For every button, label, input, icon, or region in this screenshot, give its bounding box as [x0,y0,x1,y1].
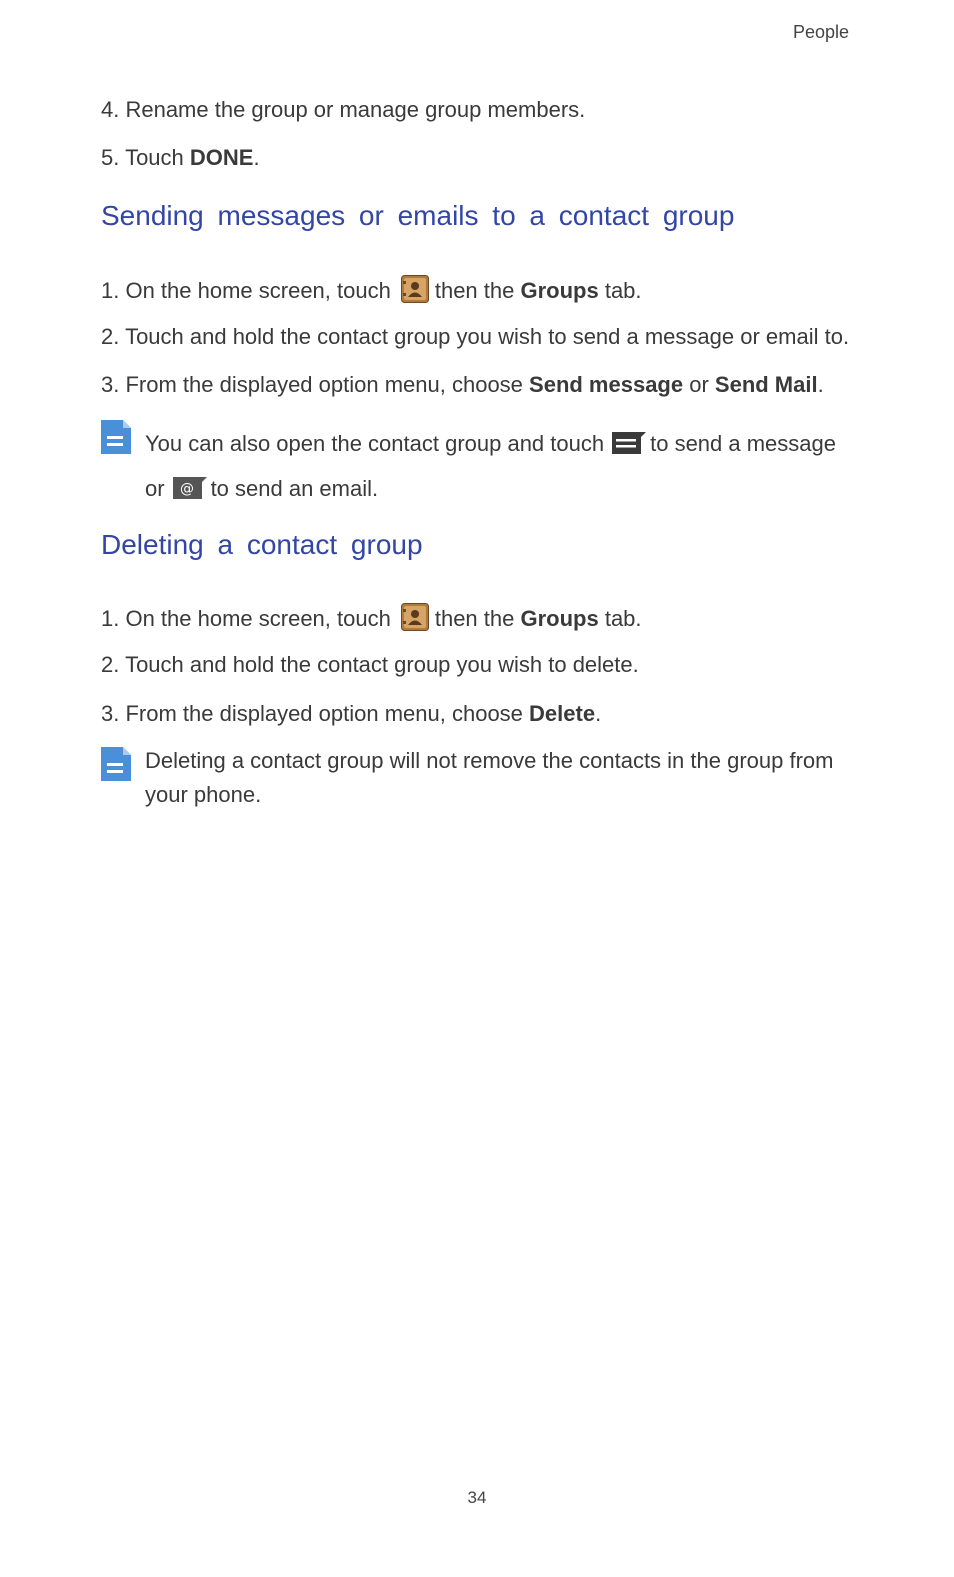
delete-step-2: 2. Touch and hold the contact group you wish to delete. [101,652,639,677]
step-4: 4. Rename the group or manage group members. [101,97,586,122]
send-step-1-prefix: 1. On the home screen, touch [101,278,391,303]
note-document-icon [101,747,131,781]
send-step-3-mid: or [683,372,715,397]
send-step-2: 2. Touch and hold the contact group you wish to send a message or email to. [101,324,850,349]
delete-step-1 [101,603,642,633]
page-header-section: People [792,22,849,42]
send-step-3-bold-1: Send message [529,372,684,397]
send-note-part-3: or [145,476,165,501]
send-step-3-bold-2: Send Mail [714,372,818,397]
heading-deleting-group: Deleting a contact group [101,529,423,560]
send-step-3-suffix: . [817,372,824,397]
contacts-app-icon [401,275,429,303]
send-note-part-4: to send an email. [210,476,379,501]
delete-step-1-mid: then the [434,606,521,631]
delete-step-3-suffix: . [595,701,602,726]
send-step-1-mid: then the [434,278,521,303]
send-step-1-suffix: tab. [598,278,642,303]
note-document-icon [101,420,131,454]
send-step-1-bold: Groups [520,278,599,303]
send-note-part-2: to send a message [650,431,837,456]
step-5-prefix: 5. Touch [101,145,190,170]
contacts-app-icon [401,603,429,631]
delete-note: Deleting a contact group will not remove the contacts in the group from your phone. [145,748,834,807]
heading-sending-messages: Sending messages or emails to a contact group [101,200,735,231]
send-note [145,421,855,511]
step-5-bold: DONE [189,145,254,170]
delete-step-1-prefix: 1. On the home screen, touch [101,606,391,631]
send-note-part-1: You can also open the contact group and touch [145,431,605,456]
step-5-suffix: . [253,145,260,170]
delete-step-3 [101,700,601,728]
svg-text:@: @ [179,481,194,497]
delete-step-1-suffix: tab. [598,606,642,631]
email-at-icon [173,469,207,497]
send-step-3-prefix: 3. From the displayed option menu, choose [101,372,530,397]
send-step-1 [101,275,642,305]
send-step-3 [101,371,824,399]
delete-step-1-bold: Groups [520,606,599,631]
delete-step-3-bold: Delete [529,701,596,726]
delete-step-3-prefix: 3. From the displayed option menu, choose [101,701,530,726]
message-icon [612,424,646,446]
step-5 [101,144,260,172]
page-number: 34 [467,1488,487,1507]
